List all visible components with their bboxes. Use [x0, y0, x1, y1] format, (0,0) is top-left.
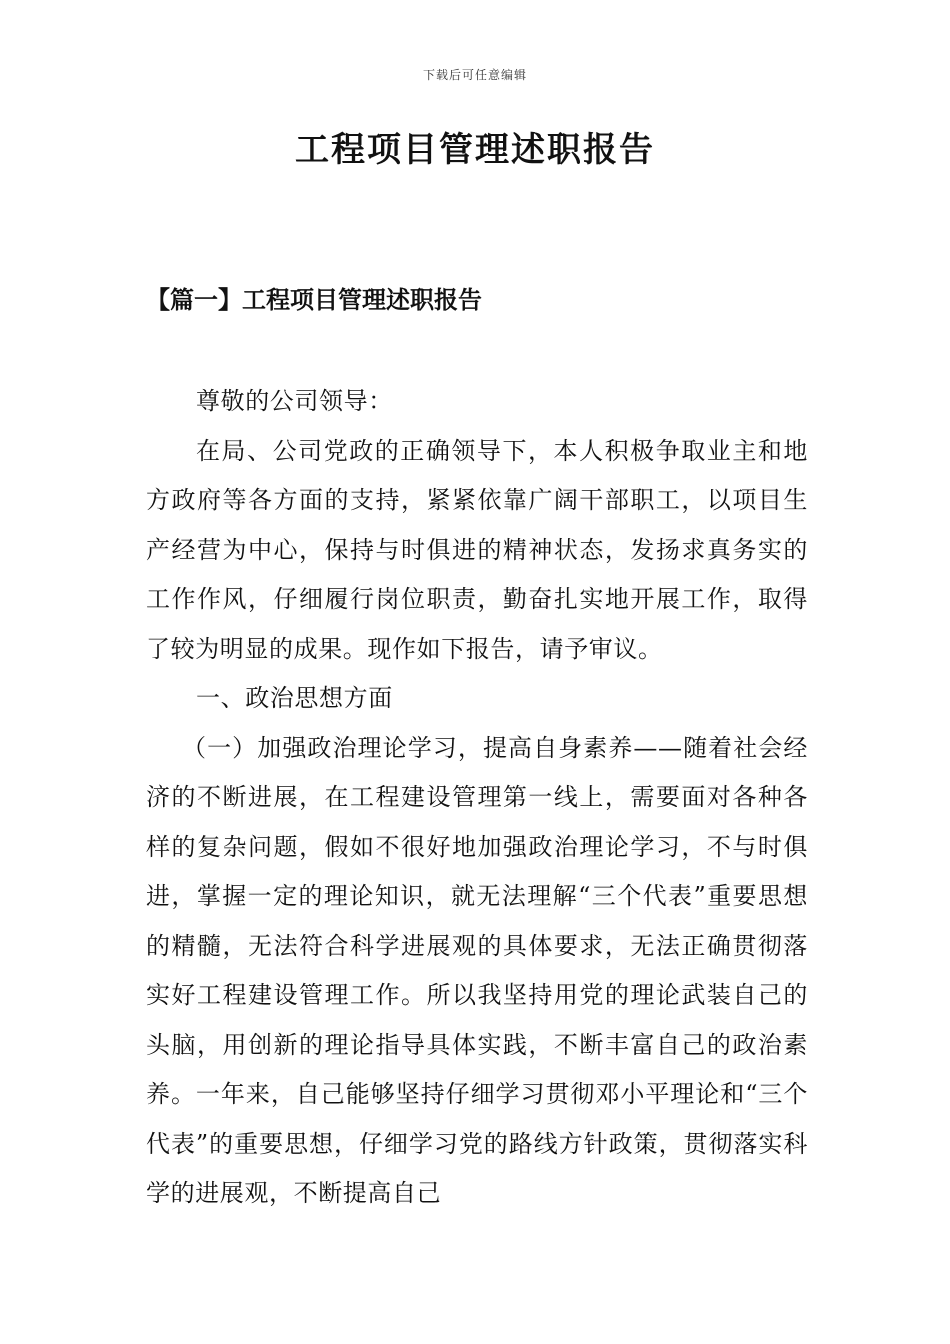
header-note: 下载后可任意编辑 — [422, 68, 527, 82]
paragraph-intro: 在局、公司党政的正确领导下，本人积极争取业主和地方政府等各方面的支持，紧紧依靠广阔干部职工，以项目生产经营为中心，保持与时俱进的精神状态，发扬求真务实的工作作风，仔细履行岗位职责，勤奋扎实地开展工作，取得了较为明显的成果。现作如下报告，请予审议。 — [146, 436, 808, 663]
paragraph-theory-study: （一）加强政治理论学习，提高自身素养——随着社会经济的不断进展，在工程建设管理第一线上，需要面对各种各样的复杂问题，假如不很好地加强政治理论学习，不与时俱进，掌握一定的理论知识，就无法理解“三个代表”重要思想的精髓，无法符合科学进展观的具体要求，无法正确贯彻落实好工程建设管理工作。所以我坚持用党的理论武装自己的头脑，用创新的理论指导具体实践，不断丰富自己的政治素养。一年来，自己能够坚持仔细学习贯彻邓小平理论和“三个代表”的重要思想，仔细学习党的路线方针政策，贯彻落实科学的进展观，不断提高自己 — [146, 733, 808, 1207]
salutation: 尊敬的公司领导： — [196, 387, 393, 415]
subheading-political: 一、政治思想方面 — [196, 684, 393, 712]
document-title: 工程项目管理述职报告 — [295, 130, 655, 170]
section-heading: 【篇一】工程项目管理述职报告 — [146, 285, 482, 314]
document-body — [146, 377, 808, 1219]
